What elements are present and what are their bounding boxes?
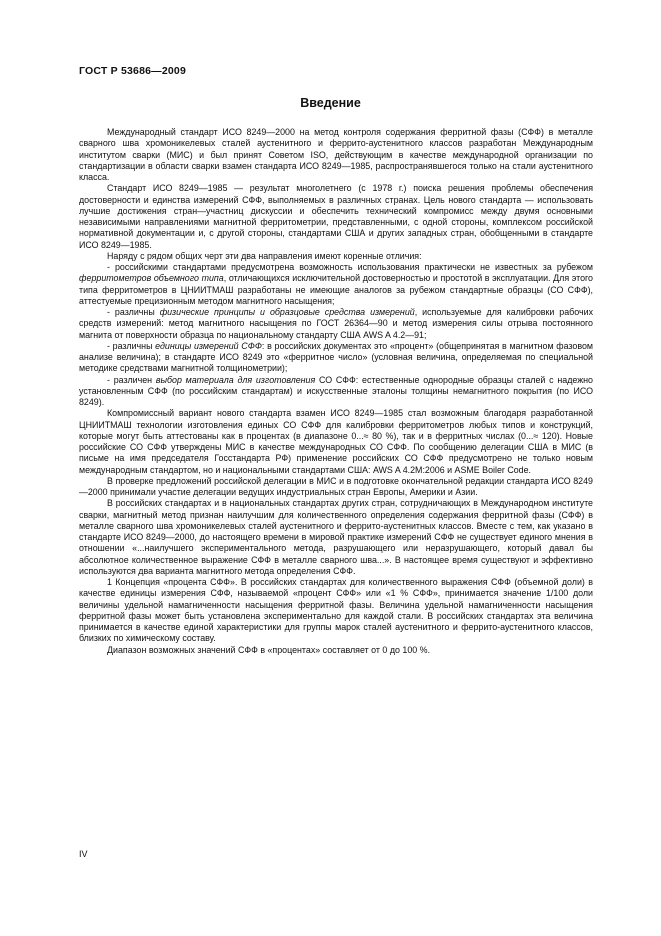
emphasis: ферритометров объемного типа bbox=[79, 273, 224, 284]
list-item-text: - различны bbox=[107, 307, 160, 317]
emphasis: выбор материала для изготовления bbox=[155, 374, 316, 385]
paragraph: Компромиссный вариант нового стандарта взамен ИСО 8249—1985 стал возможным благодаря разработанной ЦНИИТМАШ технологии изготовления единых СО СФФ для калибровки ферритометров любых типов и конструкций, которые могут быть аттестованы как в процентах (в диапазоне 0...≈ 80 %), так и в ферритных числах (0...≈ 120). Новые российские СО СФФ утверждены МИС в качестве международных СО СФФ. По сообщению делегации США в МИС (в письме на имя председателя Госстандарта РФ) применение российских СО СФФ предусмотрено не только новым международным стандартом, но и национальными стандартами США: AWS A 4.2M:2006 и ASME Boiler Code. bbox=[79, 408, 593, 475]
paragraph: В проверке предложений российской делегации в МИС и в подготовке окончательной редакции стандарта ИСО 8249—2000 принимали участие делегации ведущих индустриальных стран Европы, Америки и Азии. bbox=[79, 475, 593, 497]
list-item-text: : в российских документах это «процент» (общепринятая в магнитном фазовом анализе величина); в стандарте ИСО 8249 это «ферритное число» (условная величина, определяемая по специальной методике средствами магнитной толщинометрии); bbox=[79, 340, 593, 374]
paragraph: Стандарт ИСО 8249—1985 — результат многолетнего (с 1978 г.) поиска решения проблемы обеспечения достоверности и единства измерений СФФ, выполняемых в различных странах. Цель нового стандарта — использовать лучшие достижения стран—участниц дискуссии и обеспечить технический компромисс между двумя основными независимыми направлениями магнитной ферритометрии, представленными, с одной стороны, комплексом российской нормативной документации и, с другой стороны, стандартами США и других западных стран, обобщенными в стандарте ИСО 8249—1985. bbox=[79, 183, 593, 250]
page-number: IV bbox=[79, 849, 88, 859]
emphasis: единицы измерений СФФ bbox=[155, 340, 262, 351]
list-item-text: , используемые для калибровки рабочих средств измерений: метод магнитного насыщения по ГОСТ 26364—90 и метод измерения силы отрыва постоянного магнита от поверхности образца по национальному стандарту США AWS A 4.2—91; bbox=[79, 307, 594, 340]
list-item-text: , отличающихся исключительной достоверностью и простотой в эксплуатации. Для этого типа ферритометров в ЦНИИТМАШ разработаны не имеющие аналогов за рубежом стандартные образцы (СО СФФ), аттестуемые прецизионным методом магнитного насыщения; bbox=[79, 273, 593, 306]
paragraph: В российских стандартах и в национальных стандартах других стран, сотрудничающих в Международном институте сварки, магнитный метод признан наилучшим для количественного определения содержания ферритной фазы (СФФ) в металле сварного шва хромоникелевых сталей аустенитного и феррито-аустенитных классов. Вместе с тем, как указано в стандарте ИСО 8249—2000, до настоящего времени в мировой практике измерений СФФ не существует единого мнения в отношении «...наилучшего экспериментального метода, разрушающего или неразрушающего, который давал бы абсолютное количественное выражение СФФ в металле сварного шва...». В настоящее время существуют и эффективно используются два варианта магнитного метода определения СФФ. bbox=[79, 498, 593, 576]
list-item bbox=[79, 262, 593, 307]
paragraph: 1 Концепция «процента СФФ». В российских стандартах для количественного выражения СФФ (объемной доли) в качестве единицы измерения СФФ, называемой «процент СФФ» или «1 % СФФ», принимается значение 1/100 доли величины удельной намагниченности насыщения ферритной фазы. Величина удельной намагниченности насыщения ферритной фазы может быть установлена экспериментально для каждой стали. В российских стандартах эта величина принимается в качестве единой характеристики для группы марок сталей аустенитного и феррито-аустенитного классов, близких по химическому составу. bbox=[79, 577, 593, 644]
list-item-text: - различен bbox=[107, 374, 156, 385]
body-text bbox=[79, 127, 593, 656]
document-id: ГОСТ Р 53686—2009 bbox=[79, 65, 187, 77]
paragraph: Диапазон возможных значений СФФ в «процентах» составляет от 0 до 100 %. bbox=[107, 644, 431, 655]
list-item bbox=[79, 341, 593, 375]
list-item bbox=[79, 375, 593, 409]
paragraph: Международный стандарт ИСО 8249—2000 на метод контроля содержания ферритной фазы (СФФ) в металле сварного шва хромоникелевых сталей аустенитного и феррито-аустенитного классов разработан Международным институтом сварки (МИС) и был принят Советом ISO, действующим в качестве международной организации по стандартизации в области сварки взамен стандарта ИСО 8249—1985, распространявшегося только на стали аустенитного класса. bbox=[79, 127, 593, 182]
list-item-text: - различны bbox=[107, 340, 156, 351]
list-item bbox=[79, 307, 593, 341]
list-item-text: - российскими стандартами предусмотрена возможность использования практически не известных за рубежом bbox=[107, 262, 593, 272]
section-title: Введение bbox=[300, 96, 361, 110]
list-item-text: СО СФФ: естественные однородные образцы сталей с надежно установленным СФФ (по российским стандартам) и искусственные эталоны толщины немагнитного покрытия (по ИСО 8249). bbox=[79, 374, 593, 407]
paragraph: Наряду с рядом общих черт эти два направления имеют коренные отличия: bbox=[107, 250, 422, 261]
emphasis: физические принципы и образцовые средства измерений bbox=[159, 307, 415, 317]
